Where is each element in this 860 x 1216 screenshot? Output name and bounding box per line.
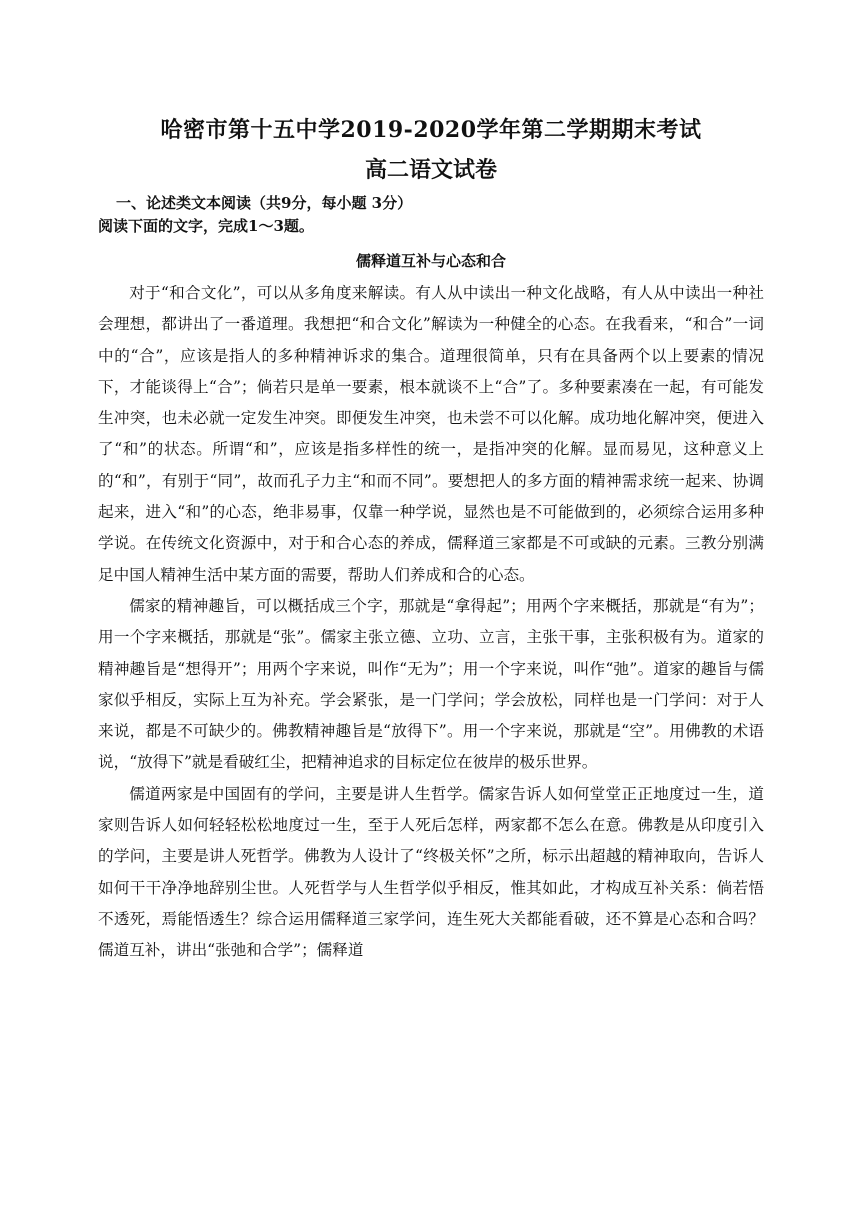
reading-instruction: 阅读下面的文字，完成1～3题。 xyxy=(98,217,314,235)
section-heading: 一、论述类文本阅读（共9分，每小题 3分） xyxy=(116,194,413,212)
article-paragraph-2: 儒家的精神趣旨，可以概括成三个字，那就是“拿得起”；用两个字来概括，那就是“有为”；用一个字来概括，那就是“张”。儒家主张立德、立功、立言，主张干事，主张积极有为。道家的精神趣旨是“想得开”；用两个字来说，叫作“无为”；用一个字来说，叫作“弛”。道家的趣旨与儒家似乎相反，实际上互为补充。学会紧张，是一门学问；学会放松，同样也是一门学问：对于人来说，都是不可缺少的。佛教精神趣旨是“放得下”。用一个字来说，那就是“空”。用佛教的术语说，“放得下”就是看破红尘，把精神追求的目标定位在彼岸的极乐世界。 xyxy=(98,596,764,772)
article-paragraph-1: 对于“和合文化”，可以从多角度来解读。有人从中读出一种文化战略，有人从中读出一种社会理想，都讲出了一番道理。我想把“和合文化”解读为一种健全的心态。在我看来，“和合”一词中的“合”，应该是指人的多种精神诉求的集合。道理很简单，只有在具备两个以上要素的情况下，才能谈得上“合”；倘若只是单一要素，根本就谈不上“合”了。多种要素凑在一起，有可能发生冲突，也未必就一定发生冲突。即便发生冲突，也未尝不可以化解。成功地化解冲突，便进入了“和”的状态。所谓“和”，应该是指多样性的统一，是指冲突的化解。显而易见，这种意义上的“和”，有别于“同”，故而孔子力主“和而不同”。要想把人的多方面的精神需求统一起来、协调起来，进入“和”的心态，绝非易事，仅靠一种学说，显然也是不可能做到的，必须综合运用多种学说。在传统文化资源中，对于和合心态的养成，儒释道三家都是不可或缺的元素。三教分别满足中国人精神生活中某方面的需要，帮助人们养成和合的心态。 xyxy=(98,284,764,584)
exam-subtitle: 高二语文试卷 xyxy=(364,157,497,183)
article-title: 儒释道互补与心态和合 xyxy=(355,252,506,270)
article-paragraph-3: 儒道两家是中国固有的学问，主要是讲人生哲学。儒家告诉人如何堂堂正正地度过一生，道家则告诉人如何轻轻松松地度过一生，至于人死后怎样，两家都不怎么在意。佛教是从印度引入的学问，主要是讲人死哲学。佛教为人设计了“终极关怀”之所，标示出超越的精神取向，告诉人如何干干净净地辞别尘世。人死哲学与人生哲学似乎相反，惟其如此，才构成互补关系：倘若悟不透死，焉能悟透生？综合运用儒释道三家学问，连生死大关都能看破，还不算是心态和合吗？儒道互补，讲出“张弛和合学”；儒释道 xyxy=(98,784,764,960)
exam-title: 哈密市第十五中学2019-2020学年第二学期期末考试 xyxy=(160,117,702,143)
